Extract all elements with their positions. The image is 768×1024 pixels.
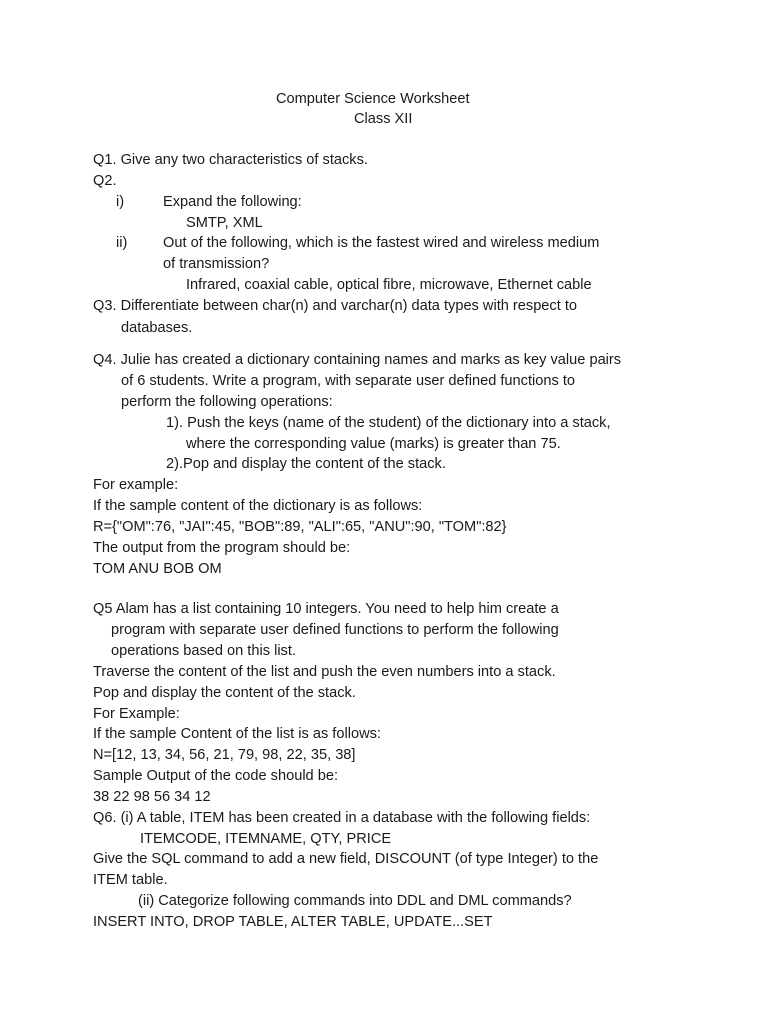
class-label: Class XII — [354, 111, 413, 127]
question-4-example-intro: If the sample content of the dictionary is as follows: — [93, 498, 423, 514]
question-6-line-4: ITEM table. — [93, 872, 168, 888]
question-5-line-4: Traverse the content of the list and push the even numbers into a stack. — [93, 664, 556, 680]
question-4-line-2: of 6 students. Write a program, with separate user defined functions to — [121, 373, 576, 389]
question-5-output-intro: Sample Output of the code should be: — [93, 768, 339, 784]
question-2-i-number: i) — [116, 194, 125, 210]
question-6-commands: INSERT INTO, DROP TABLE, ALTER TABLE, UPDATE...SET — [93, 914, 493, 930]
question-3-line-1: Q3. Differentiate between char(n) and varchar(n) data types with respect to — [93, 298, 578, 314]
question-4-line-1: Q4. Julie has created a dictionary containing names and marks as key value pairs — [93, 352, 622, 368]
question-2-ii-line-2: of transmission? — [163, 256, 270, 272]
question-4-output: TOM ANU BOB OM — [93, 561, 222, 577]
question-2-ii-line-1: Out of the following, which is the fastest wired and wireless medium — [163, 235, 600, 251]
question-2-ii-number: ii) — [116, 235, 128, 251]
question-3-line-2: databases. — [121, 320, 193, 336]
question-2-i-text: Expand the following: — [163, 194, 302, 210]
question-5-example-intro: If the sample Content of the list is as follows: — [93, 726, 381, 742]
question-4-output-intro: The output from the program should be: — [93, 540, 351, 556]
question-6-fields: ITEMCODE, ITEMNAME, QTY, PRICE — [140, 831, 392, 847]
question-6-line-1: Q6. (i) A table, ITEM has been created in a database with the following fields: — [93, 810, 591, 826]
question-2-i-terms: SMTP, XML — [186, 215, 263, 231]
question-2-label: Q2. — [93, 173, 117, 189]
question-4-example-dictionary: R={"OM":76, "JAI":45, "BOB":89, "ALI":65, "ANU":90, "TOM":82} — [93, 519, 507, 535]
question-5-output: 38 22 98 56 34 12 — [93, 789, 211, 805]
question-5-line-3: operations based on this list. — [111, 643, 296, 659]
question-1: Q1. Give any two characteristics of stacks. — [93, 152, 368, 168]
question-6-part-ii: (ii) Categorize following commands into DDL and DML commands? — [138, 893, 572, 909]
question-4-example-heading: For example: — [93, 477, 179, 493]
question-2-ii-options: Infrared, coaxial cable, optical fibre, microwave, Ethernet cable — [186, 277, 592, 293]
question-6-line-3: Give the SQL command to add a new field, DISCOUNT (of type Integer) to the — [93, 851, 599, 867]
question-4-operation-1-line-2: where the corresponding value (marks) is greater than 75. — [186, 436, 561, 452]
question-5-line-5: Pop and display the content of the stack. — [93, 685, 356, 701]
worksheet-title: Computer Science Worksheet — [276, 91, 470, 107]
question-4-operation-1-line-1: 1). Push the keys (name of the student) of the dictionary into a stack, — [166, 415, 611, 431]
question-5-line-2: program with separate user defined functions to perform the following — [111, 622, 559, 638]
question-5-line-1: Q5 Alam has a list containing 10 integers. You need to help him create a — [93, 601, 559, 617]
question-4-line-3: perform the following operations: — [121, 394, 333, 410]
question-5-example-list: N=[12, 13, 34, 56, 21, 79, 98, 22, 35, 38] — [93, 747, 356, 763]
question-4-operation-2: 2).Pop and display the content of the stack. — [166, 456, 446, 472]
question-5-example-heading: For Example: — [93, 706, 180, 722]
